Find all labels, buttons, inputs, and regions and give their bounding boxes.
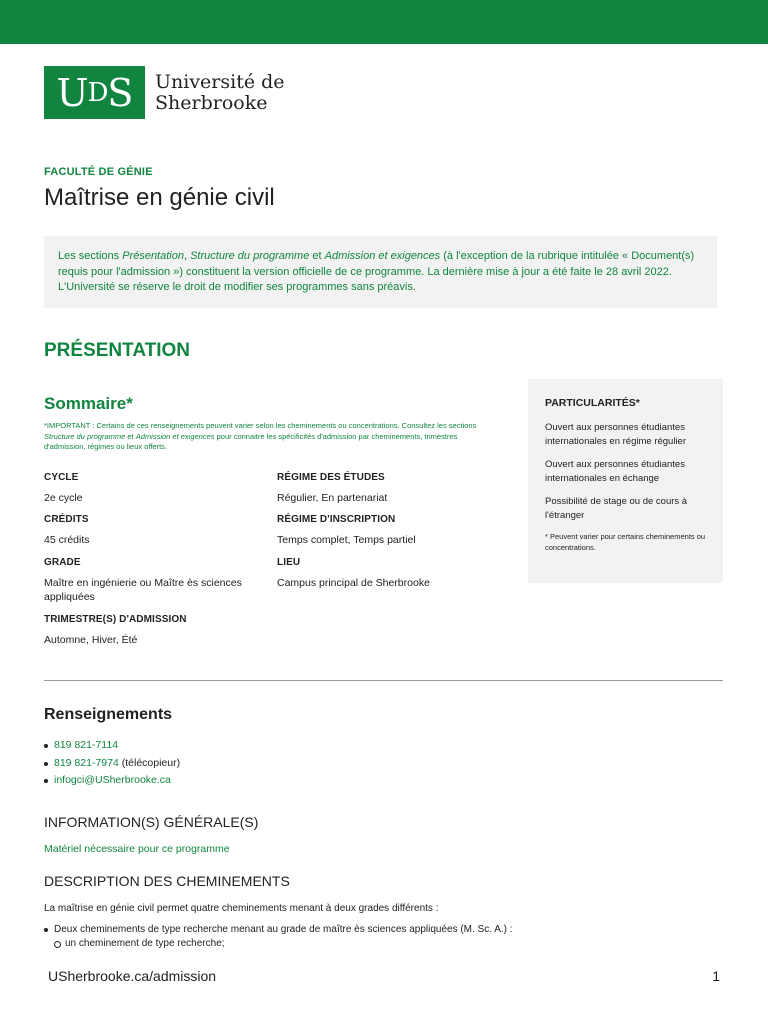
particularites-note: * Peuvent varier pour certains cheminements ou concentrations. xyxy=(545,532,706,552)
fax-link[interactable]: 819 821-7974 xyxy=(54,756,119,769)
notice-presentation-ref: Présentation xyxy=(122,250,184,262)
credits-value: 45 crédits xyxy=(44,534,90,546)
official-version-notice xyxy=(44,236,717,308)
page-number: 1 xyxy=(712,968,720,984)
email-link[interactable]: infogci@USherbrooke.ca xyxy=(54,774,171,786)
field-regime-inscription xyxy=(277,513,507,547)
field-credits xyxy=(44,513,264,547)
logo-line-1: Université de xyxy=(155,70,285,93)
particularite-item: Possibilité de stage ou de cours à l'étranger xyxy=(545,496,688,521)
notice-text-1: Les sections xyxy=(58,250,123,262)
important-text-1: *IMPORTANT : Certains de ces renseignements peuvent varier selon les cheminements ou concentrations. Consultez les sections xyxy=(44,421,477,430)
cheminements-list xyxy=(44,923,513,951)
footer-url[interactable]: USherbrooke.ca/admission xyxy=(48,968,217,984)
list-item xyxy=(44,755,180,773)
field-trimestres xyxy=(44,613,264,647)
cycle-label: CYCLE xyxy=(44,472,79,483)
section-divider xyxy=(44,680,723,681)
logo-line-2: Sherbrooke xyxy=(155,91,268,114)
cycle-value: 2e cycle xyxy=(44,492,83,504)
logo-letter-d: D xyxy=(87,77,108,108)
grade-value: Maître en ingénierie ou Maître ès sciences appliquées xyxy=(44,577,242,603)
particularite-item: Ouvert aux personnes étudiantes internationales en échange xyxy=(545,459,685,484)
particularite-item: Ouvert aux personnes étudiantes internationales en régime régulier xyxy=(545,422,686,447)
field-lieu xyxy=(277,556,507,590)
field-cycle xyxy=(44,471,264,505)
university-logo[interactable] xyxy=(44,66,285,119)
phone-link[interactable]: 819 821-7114 xyxy=(54,739,119,751)
contact-list xyxy=(44,737,180,790)
materiel-link[interactable]: Matériel nécessaire pour ce programme xyxy=(44,843,230,855)
important-note xyxy=(44,421,484,453)
lieu-value: Campus principal de Sherbrooke xyxy=(277,577,430,589)
fax-suffix: (télécopieur) xyxy=(118,756,181,769)
presentation-heading: PRÉSENTATION xyxy=(44,340,191,361)
page-title: Maîtrise en génie civil xyxy=(44,184,275,211)
trimestres-value: Automne, Hiver, Été xyxy=(44,634,138,646)
list-item: un cheminement de type recherche; xyxy=(44,937,513,951)
description-intro: La maîtrise en génie civil permet quatre cheminements menant à deux grades différents : xyxy=(44,903,439,914)
renseignements-heading: Renseignements xyxy=(44,706,173,723)
field-regime-etudes xyxy=(277,471,507,505)
important-admission-ref: Admission et exigences xyxy=(135,431,215,441)
regime-etudes-value: Régulier, En partenariat xyxy=(277,492,388,504)
notice-structure-ref: Structure du programme xyxy=(190,250,310,262)
notice-admission-ref: Admission et exigences xyxy=(324,250,441,262)
uds-logo-mark xyxy=(44,66,145,119)
grade-label: GRADE xyxy=(44,557,81,568)
list-item xyxy=(44,737,180,755)
sommaire-heading: Sommaire* xyxy=(44,394,133,413)
logo-wordmark xyxy=(155,72,285,114)
faculty-label: FACULTÉ DE GÉNIE xyxy=(44,166,153,178)
important-text-3: pour connaitre les spécificités d'admission par cheminements, trimestres d'admission, régimes ou lieux offerts. xyxy=(44,431,458,451)
important-text-2: et xyxy=(125,431,136,441)
info-generales-heading: INFORMATION(S) GÉNÉRALE(S) xyxy=(44,814,259,830)
logo-letter-s: S xyxy=(107,70,133,115)
particularites-heading: PARTICULARITÉS* xyxy=(545,397,640,409)
list-item: Deux cheminements de type recherche menant au grade de maître ès sciences appliquées (M. Sc. A.) : xyxy=(44,923,513,937)
field-grade xyxy=(44,556,264,604)
notice-text-2: (à l'exception de la rubrique intitulée « Document(s) requis pour l'admission ») constituent la version officielle de ce programme. La dernière mise à jour a été faite le 28 avril 2022. L'Université se réserve le droit de modifier ses programmes sans préavis. xyxy=(58,250,695,293)
regime-inscription-label: RÉGIME D'INSCRIPTION xyxy=(277,514,396,525)
lieu-label: LIEU xyxy=(277,557,301,568)
trimestres-label: TRIMESTRE(S) D'ADMISSION xyxy=(44,614,187,625)
regime-etudes-label: RÉGIME DES ÉTUDES xyxy=(277,472,385,483)
top-green-bar xyxy=(0,0,768,44)
regime-inscription-value: Temps complet, Temps partiel xyxy=(277,534,416,546)
particularites-box xyxy=(528,379,723,583)
credits-label: CRÉDITS xyxy=(44,514,89,525)
list-item xyxy=(44,772,180,790)
important-structure-ref: Structure du programme xyxy=(44,431,126,441)
description-heading: DESCRIPTION DES CHEMINEMENTS xyxy=(44,873,290,889)
logo-letter-u: U xyxy=(56,70,88,115)
notice-sep-1: , xyxy=(183,250,191,262)
notice-sep-2: et xyxy=(309,250,325,262)
